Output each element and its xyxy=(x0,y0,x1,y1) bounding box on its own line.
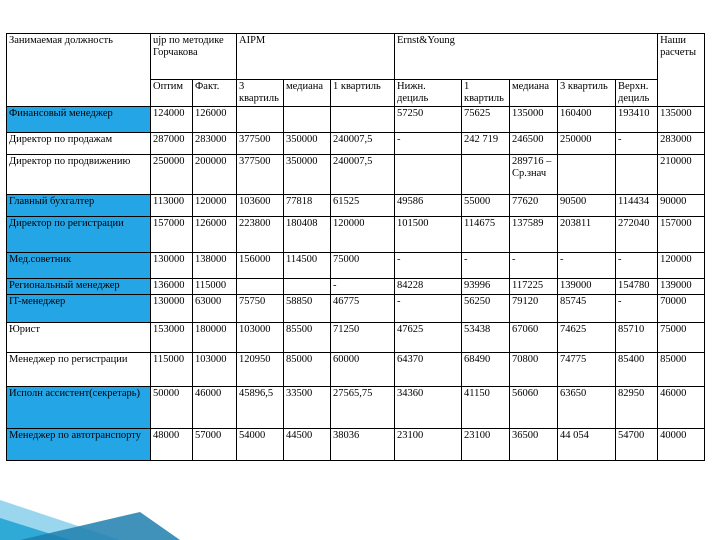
row-value-cell: 85400 xyxy=(616,353,658,387)
table-row xyxy=(7,323,705,353)
table-row xyxy=(7,107,705,133)
row-value-cell: 63650 xyxy=(558,387,616,429)
row-value-cell: 377500 xyxy=(237,155,284,195)
row-position-name: Финансовый менеджер xyxy=(7,107,151,133)
row-position-name: Директор по продажам xyxy=(7,133,151,155)
row-position-name: Мед.советник xyxy=(7,253,151,279)
row-value-cell: 103600 xyxy=(237,195,284,217)
row-value-cell: 46775 xyxy=(331,295,395,323)
row-value-cell: 56060 xyxy=(510,387,558,429)
row-value-cell: 38036 xyxy=(331,429,395,461)
row-value-cell: 23100 xyxy=(462,429,510,461)
row-value-cell: 130000 xyxy=(151,253,193,279)
row-value-cell: 120000 xyxy=(658,253,705,279)
row-value-cell: 53438 xyxy=(462,323,510,353)
row-value-cell: 44500 xyxy=(284,429,331,461)
row-value-cell: 93996 xyxy=(462,279,510,295)
row-value-cell: 46000 xyxy=(658,387,705,429)
row-value-cell: 139000 xyxy=(558,279,616,295)
row-value-cell xyxy=(237,279,284,295)
row-value-cell: - xyxy=(395,295,462,323)
row-value-cell: 114675 xyxy=(462,217,510,253)
row-value-cell xyxy=(462,155,510,195)
row-value-cell: 75625 xyxy=(462,107,510,133)
row-value-cell: 85745 xyxy=(558,295,616,323)
row-value-cell: 85500 xyxy=(284,323,331,353)
row-value-cell: 41150 xyxy=(462,387,510,429)
row-value-cell: 70800 xyxy=(510,353,558,387)
row-value-cell: 74775 xyxy=(558,353,616,387)
row-value-cell xyxy=(395,155,462,195)
row-value-cell: 138000 xyxy=(193,253,237,279)
row-position-name: Директор по регистрации xyxy=(7,217,151,253)
row-value-cell: 240007,5 xyxy=(331,155,395,195)
header-ernst-young: Ernst&Young xyxy=(395,34,658,80)
row-position-name: Директор по продвижению xyxy=(7,155,151,195)
row-value-cell: 54000 xyxy=(237,429,284,461)
row-value-cell: 55000 xyxy=(462,195,510,217)
row-value-cell: 84228 xyxy=(395,279,462,295)
row-value-cell: 120000 xyxy=(193,195,237,217)
row-position-name: Юрист xyxy=(7,323,151,353)
row-value-cell: 157000 xyxy=(151,217,193,253)
row-value-cell: - xyxy=(462,253,510,279)
table-body xyxy=(7,107,705,461)
row-value-cell: 157000 xyxy=(658,217,705,253)
row-value-cell: 154780 xyxy=(616,279,658,295)
row-value-cell: 160400 xyxy=(558,107,616,133)
subheader-e-q1: 1 квартиль xyxy=(462,80,510,107)
row-position-name: Исполн ассистент(секретарь) xyxy=(7,387,151,429)
row-value-cell: 139000 xyxy=(658,279,705,295)
row-value-cell: 56250 xyxy=(462,295,510,323)
row-value-cell: 180408 xyxy=(284,217,331,253)
row-value-cell: 350000 xyxy=(284,155,331,195)
row-value-cell: - xyxy=(395,133,462,155)
row-value-cell: 90000 xyxy=(658,195,705,217)
row-value-cell: 242 719 xyxy=(462,133,510,155)
row-value-cell: 114500 xyxy=(284,253,331,279)
row-value-cell xyxy=(237,107,284,133)
subheader-e-median: медиана xyxy=(510,80,558,107)
row-value-cell: 75000 xyxy=(658,323,705,353)
corner-decoration xyxy=(0,470,180,540)
row-value-cell: - xyxy=(558,253,616,279)
row-value-cell: 50000 xyxy=(151,387,193,429)
row-value-cell: 120950 xyxy=(237,353,284,387)
table-row xyxy=(7,133,705,155)
row-value-cell: 33500 xyxy=(284,387,331,429)
row-value-cell: 103000 xyxy=(193,353,237,387)
row-value-cell: 126000 xyxy=(193,217,237,253)
row-value-cell: 71250 xyxy=(331,323,395,353)
row-value-cell: 156000 xyxy=(237,253,284,279)
row-value-cell: 23100 xyxy=(395,429,462,461)
table-row xyxy=(7,155,705,195)
row-value-cell: 44 054 xyxy=(558,429,616,461)
subheader-optim: Оптим xyxy=(151,80,193,107)
table-row xyxy=(7,295,705,323)
row-position-name: Региональный менеджер xyxy=(7,279,151,295)
row-value-cell: 350000 xyxy=(284,133,331,155)
row-value-cell: 135000 xyxy=(510,107,558,133)
table-row xyxy=(7,253,705,279)
row-value-cell: - xyxy=(616,295,658,323)
subheader-median: медиана xyxy=(284,80,331,107)
subheader-high-decile: Верхн. дециль xyxy=(616,80,658,107)
table-row xyxy=(7,353,705,387)
row-value-cell: 74625 xyxy=(558,323,616,353)
subheader-q3: 3 квартиль xyxy=(237,80,284,107)
subheader-low-decile: Нижн. дециль xyxy=(395,80,462,107)
row-value-cell: 49586 xyxy=(395,195,462,217)
table-row xyxy=(7,279,705,295)
header-aipm: AIPM xyxy=(237,34,395,80)
row-value-cell: 75000 xyxy=(331,253,395,279)
row-value-cell: 193410 xyxy=(616,107,658,133)
subheader-q1: 1 квартиль xyxy=(331,80,395,107)
row-value-cell: 200000 xyxy=(193,155,237,195)
row-value-cell: 36500 xyxy=(510,429,558,461)
subheader-fact: Факт. xyxy=(193,80,237,107)
row-value-cell: 90500 xyxy=(558,195,616,217)
row-value-cell: 180000 xyxy=(193,323,237,353)
row-value-cell: - xyxy=(616,133,658,155)
row-value-cell: 85000 xyxy=(284,353,331,387)
row-value-cell: 46000 xyxy=(193,387,237,429)
row-value-cell: 68490 xyxy=(462,353,510,387)
row-position-name: Менеджер по регистрации xyxy=(7,353,151,387)
row-value-cell: 77620 xyxy=(510,195,558,217)
row-value-cell: 82950 xyxy=(616,387,658,429)
row-value-cell: 130000 xyxy=(151,295,193,323)
row-value-cell: 135000 xyxy=(658,107,705,133)
row-value-cell: 115000 xyxy=(151,353,193,387)
header-position: Занимаемая должность xyxy=(7,34,151,107)
row-position-name: Главный бухгалтер xyxy=(7,195,151,217)
row-value-cell xyxy=(284,279,331,295)
row-value-cell: 64370 xyxy=(395,353,462,387)
row-value-cell xyxy=(558,155,616,195)
row-value-cell: 124000 xyxy=(151,107,193,133)
row-value-cell: 47625 xyxy=(395,323,462,353)
row-value-cell: 137589 xyxy=(510,217,558,253)
row-value-cell: 223800 xyxy=(237,217,284,253)
salary-table xyxy=(6,33,705,461)
row-value-cell: 283000 xyxy=(193,133,237,155)
row-value-cell: 27565,75 xyxy=(331,387,395,429)
row-value-cell: 103000 xyxy=(237,323,284,353)
row-value-cell: 57250 xyxy=(395,107,462,133)
row-value-cell: 61525 xyxy=(331,195,395,217)
row-value-cell: 115000 xyxy=(193,279,237,295)
row-value-cell: - xyxy=(616,253,658,279)
row-value-cell: 203811 xyxy=(558,217,616,253)
row-value-cell: 60000 xyxy=(331,353,395,387)
row-value-cell: 58850 xyxy=(284,295,331,323)
row-value-cell: 240007,5 xyxy=(331,133,395,155)
row-value-cell: - xyxy=(510,253,558,279)
row-value-cell: 101500 xyxy=(395,217,462,253)
row-value-cell: - xyxy=(395,253,462,279)
row-value-cell: 289716 – Ср.знач xyxy=(510,155,558,195)
table-row xyxy=(7,195,705,217)
row-value-cell: 48000 xyxy=(151,429,193,461)
row-value-cell: 153000 xyxy=(151,323,193,353)
row-value-cell: 113000 xyxy=(151,195,193,217)
row-value-cell: 250000 xyxy=(151,155,193,195)
row-value-cell: 246500 xyxy=(510,133,558,155)
row-value-cell: 136000 xyxy=(151,279,193,295)
row-value-cell xyxy=(284,107,331,133)
row-value-cell: 120000 xyxy=(331,217,395,253)
row-value-cell xyxy=(616,155,658,195)
row-value-cell: 377500 xyxy=(237,133,284,155)
row-value-cell: 85710 xyxy=(616,323,658,353)
row-value-cell: 67060 xyxy=(510,323,558,353)
table-row xyxy=(7,429,705,461)
table-row xyxy=(7,217,705,253)
row-value-cell: 287000 xyxy=(151,133,193,155)
row-value-cell: 75750 xyxy=(237,295,284,323)
row-position-name: IT-менеджер xyxy=(7,295,151,323)
row-value-cell: - xyxy=(331,279,395,295)
header-ujp: ujp по методике Горчакова xyxy=(151,34,237,80)
row-value-cell: 85000 xyxy=(658,353,705,387)
row-value-cell: 40000 xyxy=(658,429,705,461)
subheader-e-q3: 3 квартиль xyxy=(558,80,616,107)
row-value-cell: 63000 xyxy=(193,295,237,323)
row-value-cell: 114434 xyxy=(616,195,658,217)
row-value-cell: 57000 xyxy=(193,429,237,461)
row-value-cell: 34360 xyxy=(395,387,462,429)
row-value-cell: 79120 xyxy=(510,295,558,323)
row-value-cell: 272040 xyxy=(616,217,658,253)
row-position-name: Менеджер по автотранспорту xyxy=(7,429,151,461)
row-value-cell: 117225 xyxy=(510,279,558,295)
row-value-cell: 126000 xyxy=(193,107,237,133)
row-value-cell: 70000 xyxy=(658,295,705,323)
row-value-cell: 250000 xyxy=(558,133,616,155)
header-our-calc: Наши расчеты xyxy=(658,34,705,107)
row-value-cell: 283000 xyxy=(658,133,705,155)
row-value-cell: 45896,5 xyxy=(237,387,284,429)
row-value-cell: 54700 xyxy=(616,429,658,461)
row-value-cell: 210000 xyxy=(658,155,705,195)
table-row xyxy=(7,387,705,429)
row-value-cell: 77818 xyxy=(284,195,331,217)
row-value-cell xyxy=(331,107,395,133)
